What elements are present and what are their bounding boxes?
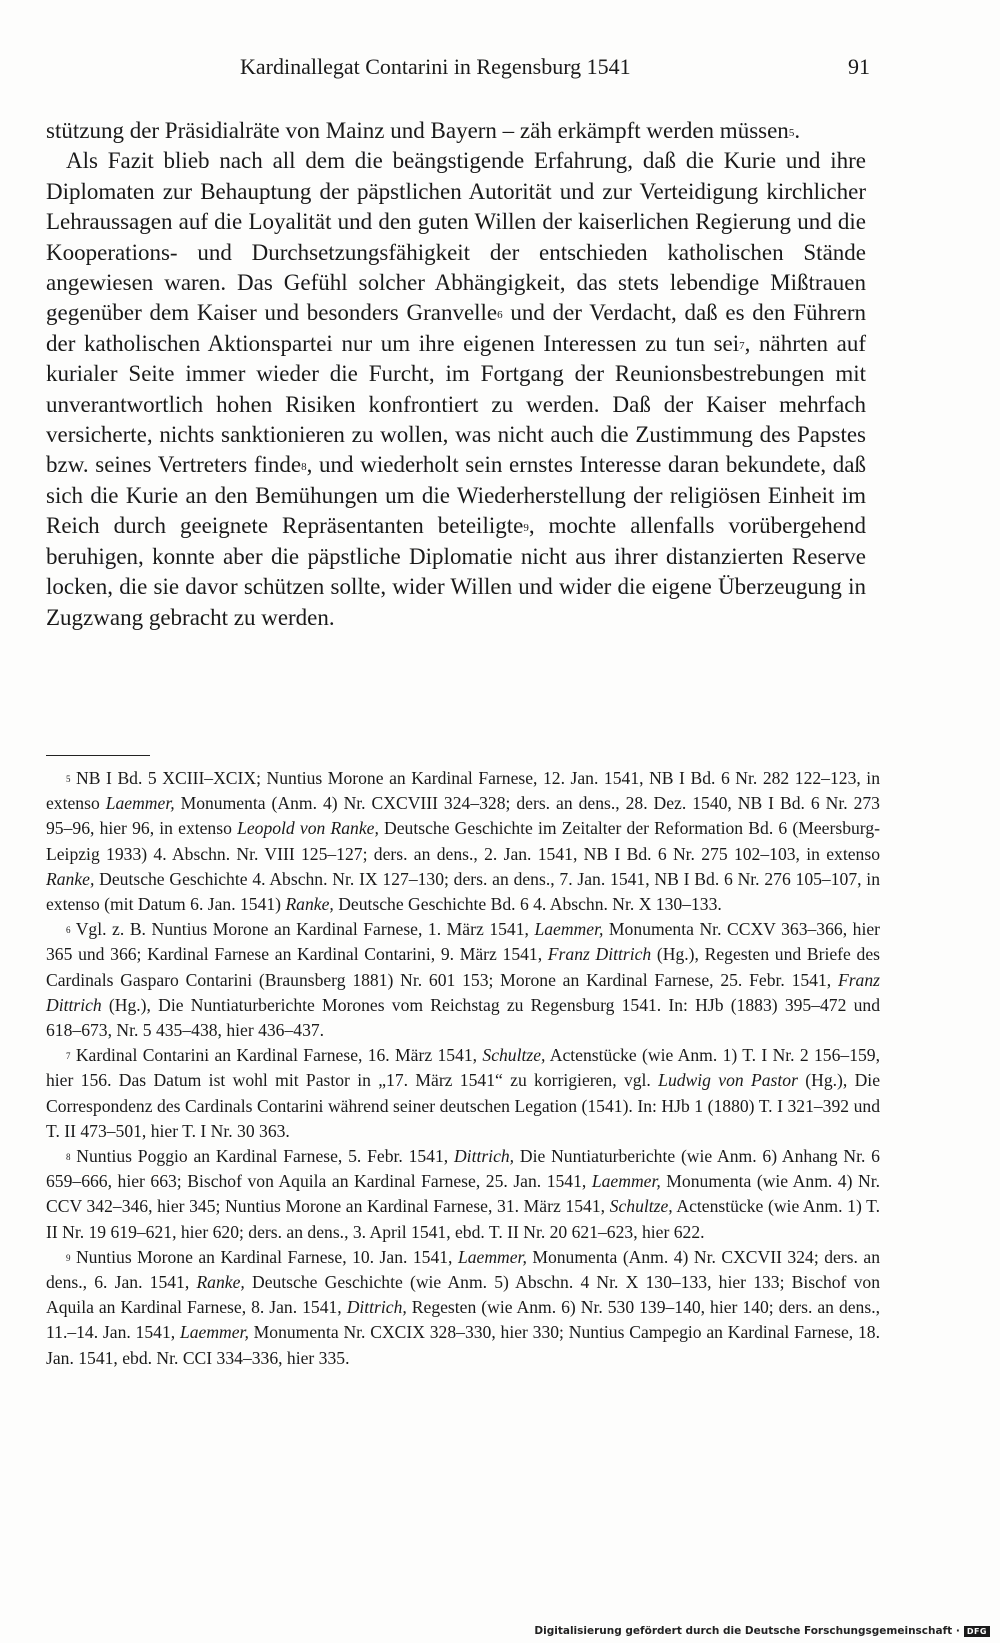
footnote-ref-6[interactable]: 6: [497, 309, 503, 322]
dfg-logo: DFG: [964, 1626, 990, 1637]
running-title: Kardinallegat Contarini in Regensburg 1541: [240, 54, 631, 79]
footnote-ref-9[interactable]: 9: [523, 522, 529, 535]
main-text: [46, 116, 866, 633]
paragraph-1: stützung der Präsidialräte von Mainz und Bayern – zäh erkämpft werden müssen$^5$.: [46, 118, 801, 143]
footnote-ref-5[interactable]: 5: [788, 127, 795, 139]
footnote-5: $^5$ NB I Bd. 5 XCIII–XCIX; Nuntius Morone an Kardinal Farnese, 12. Jan. 1541, NB I Bd. 6 Nr. 282 122–123, in extenso Laemmer, Monumenta (Anm. 4) Nr. CXCVIII 324–328; ders. an dens., 28. Dez. 1540, NB I Bd. 6 Nr. 273 95–96, hier 96, in extenso Leopold von Ranke, Deutsche Geschichte im Zeitalter der Reformation Bd. 6 (Meersburg-Leipzig 1933) 4. Abschn. Nr. VIII 125–127; ders. an dens., 2. Jan. 1541, NB I Bd. 6 Nr. 275 102–103, in extenso Ranke, Deutsche Geschichte 4. Abschn. Nr. IX 127–130; ders. an dens., 7. Jan. 1541, NB I Bd. 6 Nr. 276 105–107, in extenso (mit Datum 6. Jan. 1541) Ranke, Deutsche Geschichte Bd. 6 4. Abschn. Nr. X 130–133.: [46, 768, 880, 915]
footnote-ref-8[interactable]: 8: [301, 461, 307, 474]
footnotes: [46, 766, 880, 1371]
digitization-credit: [534, 1625, 990, 1637]
footnote-7: $^7$ Kardinal Contarini an Kardinal Farnese, 16. März 1541, Schultze, Actenstücke (wie Anm. 1) T. I Nr. 2 156–159, hier 156. Das Datum ist wohl mit Pastor in „17. März 1541“ zu korrigieren, vgl. Ludwig von Pastor (Hg.), Die Correspondenz des Cardinals Contarini während seiner deutschen Legation (1541). In: HJb 1 (1880) T. I 321–392 und T. II 473–501, hier T. I Nr. 30 363.: [46, 1045, 881, 1141]
footnote-6: $^6$ Vgl. z. B. Nuntius Morone an Kardinal Farnese, 1. März 1541, Laemmer, Monumenta Nr. CCXV 363–366, hier 365 und 366; Kardinal Farnese an Kardinal Contarini, 9. März 1541, Franz Dittrich (Hg.), Regesten und Briefe des Cardinals Gasparo Contarini (Braunsberg 1881) Nr. 601 153; Morone an Kardinal Farnese, 25. Febr. 1541, Franz Dittrich (Hg.), Die Nuntiaturberichte Morones vom Reichstag zu Regensburg 1541. In: HJb (1883) 395–472 und 618–673, Nr. 5 435–438, hier 436–437.: [46, 919, 880, 1041]
footnote-9: $^9$ Nuntius Morone an Kardinal Farnese, 10. Jan. 1541, Laemmer, Monumenta (Anm. 4) Nr. CXCVII 324; ders. an dens., 6. Jan. 1541, Ranke, Deutsche Geschichte (wie Anm. 5) Abschn. 4 Nr. X 130–133, hier 133; Bischof von Aquila an Kardinal Farnese, 8. Jan. 1541, Dittrich, Regesten (wie Anm. 6) Nr. 530 139–140, hier 140; ders. an dens., 11.–14. Jan. 1541, Laemmer, Monumenta Nr. CXCIX 328–330, hier 330; Nuntius Campegio an Kardinal Farnese, 18. Jan. 1541, ebd. Nr. CCI 334–336, hier 335.: [46, 1246, 880, 1368]
footnote-divider: [46, 755, 150, 756]
footnote-8: $^8$ Nuntius Poggio an Kardinal Farnese, 5. Febr. 1541, Dittrich, Die Nuntiaturberichte (wie Anm. 6) Anhang Nr. 6 659–666, hier 663; Bischof von Aquila an Kardinal Farnese, 25. Jan. 1541, Laemmer, Monumenta (wie Anm. 4) Nr. CCV 342–346, hier 345; Nuntius Morone an Kardinal Farnese, 31. März 1541, Schultze, Actenstücke (wie Anm. 1) T. II Nr. 19 619–621, hier 620; ders. an dens., 3. April 1541, ebd. T. II Nr. 20 621–623, hier 622.: [46, 1146, 881, 1242]
page-number: 91: [848, 54, 870, 79]
footnote-ref-7[interactable]: 7: [739, 339, 745, 352]
paragraph-2: Als Fazit blieb nach all dem die beängstigende Erfahrung, daß die Kurie und ihre Diplomaten zur Behauptung der päpstlichen Autorität und zur Verteidigung kirchlicher Lehraussagen auf die Loyalität und den guten Willen der kaiserlichen Regierung und die Kooperations- und Durchsetzungsfähigkeit der entschieden katholischen Stände angewiesen waren. Das Gefühl solcher Abhängigkeit, das stets lebendige Mißtrauen gegenüber dem Kaiser und besonders Granvelle$^6$ und der Verdacht, daß es den Führern der katholischen Aktionspartei nur um ihre eigenen Interessen zu tun sei$^7$, nährten auf kurialer Seite immer wieder die Furcht, im Fortgang der Reunionsbestrebungen mit unverantwortlich hohen Risiken konfrontiert zu werden. Daß der Kaiser mehrfach versicherte, nichts sanktionieren zu wollen, was nicht auch die Zustimmung des Papstes bzw. seines Vertreters finde$^8$, und wiederholt sein ernstes Interesse daran bekundete, daß sich die Kurie an den Bemühungen um die Wiederherstellung der religiösen Einheit im Reich durch geeignete Repräsentanten beteiligte$^9$, mochte allenfalls vorübergehend beruhigen, konnte aber die päpstliche Diplomatie nicht aus ihrer distanzierten Reserve locken, die sie davor schützen sollte, wider Willen und wider die eigene Überzeugung in Zugzwang gebracht zu werden.: [46, 148, 867, 630]
credit-text: Digitalisierung gefördert durch die Deutsche Forschungsgemeinschaft ·: [534, 1625, 960, 1637]
